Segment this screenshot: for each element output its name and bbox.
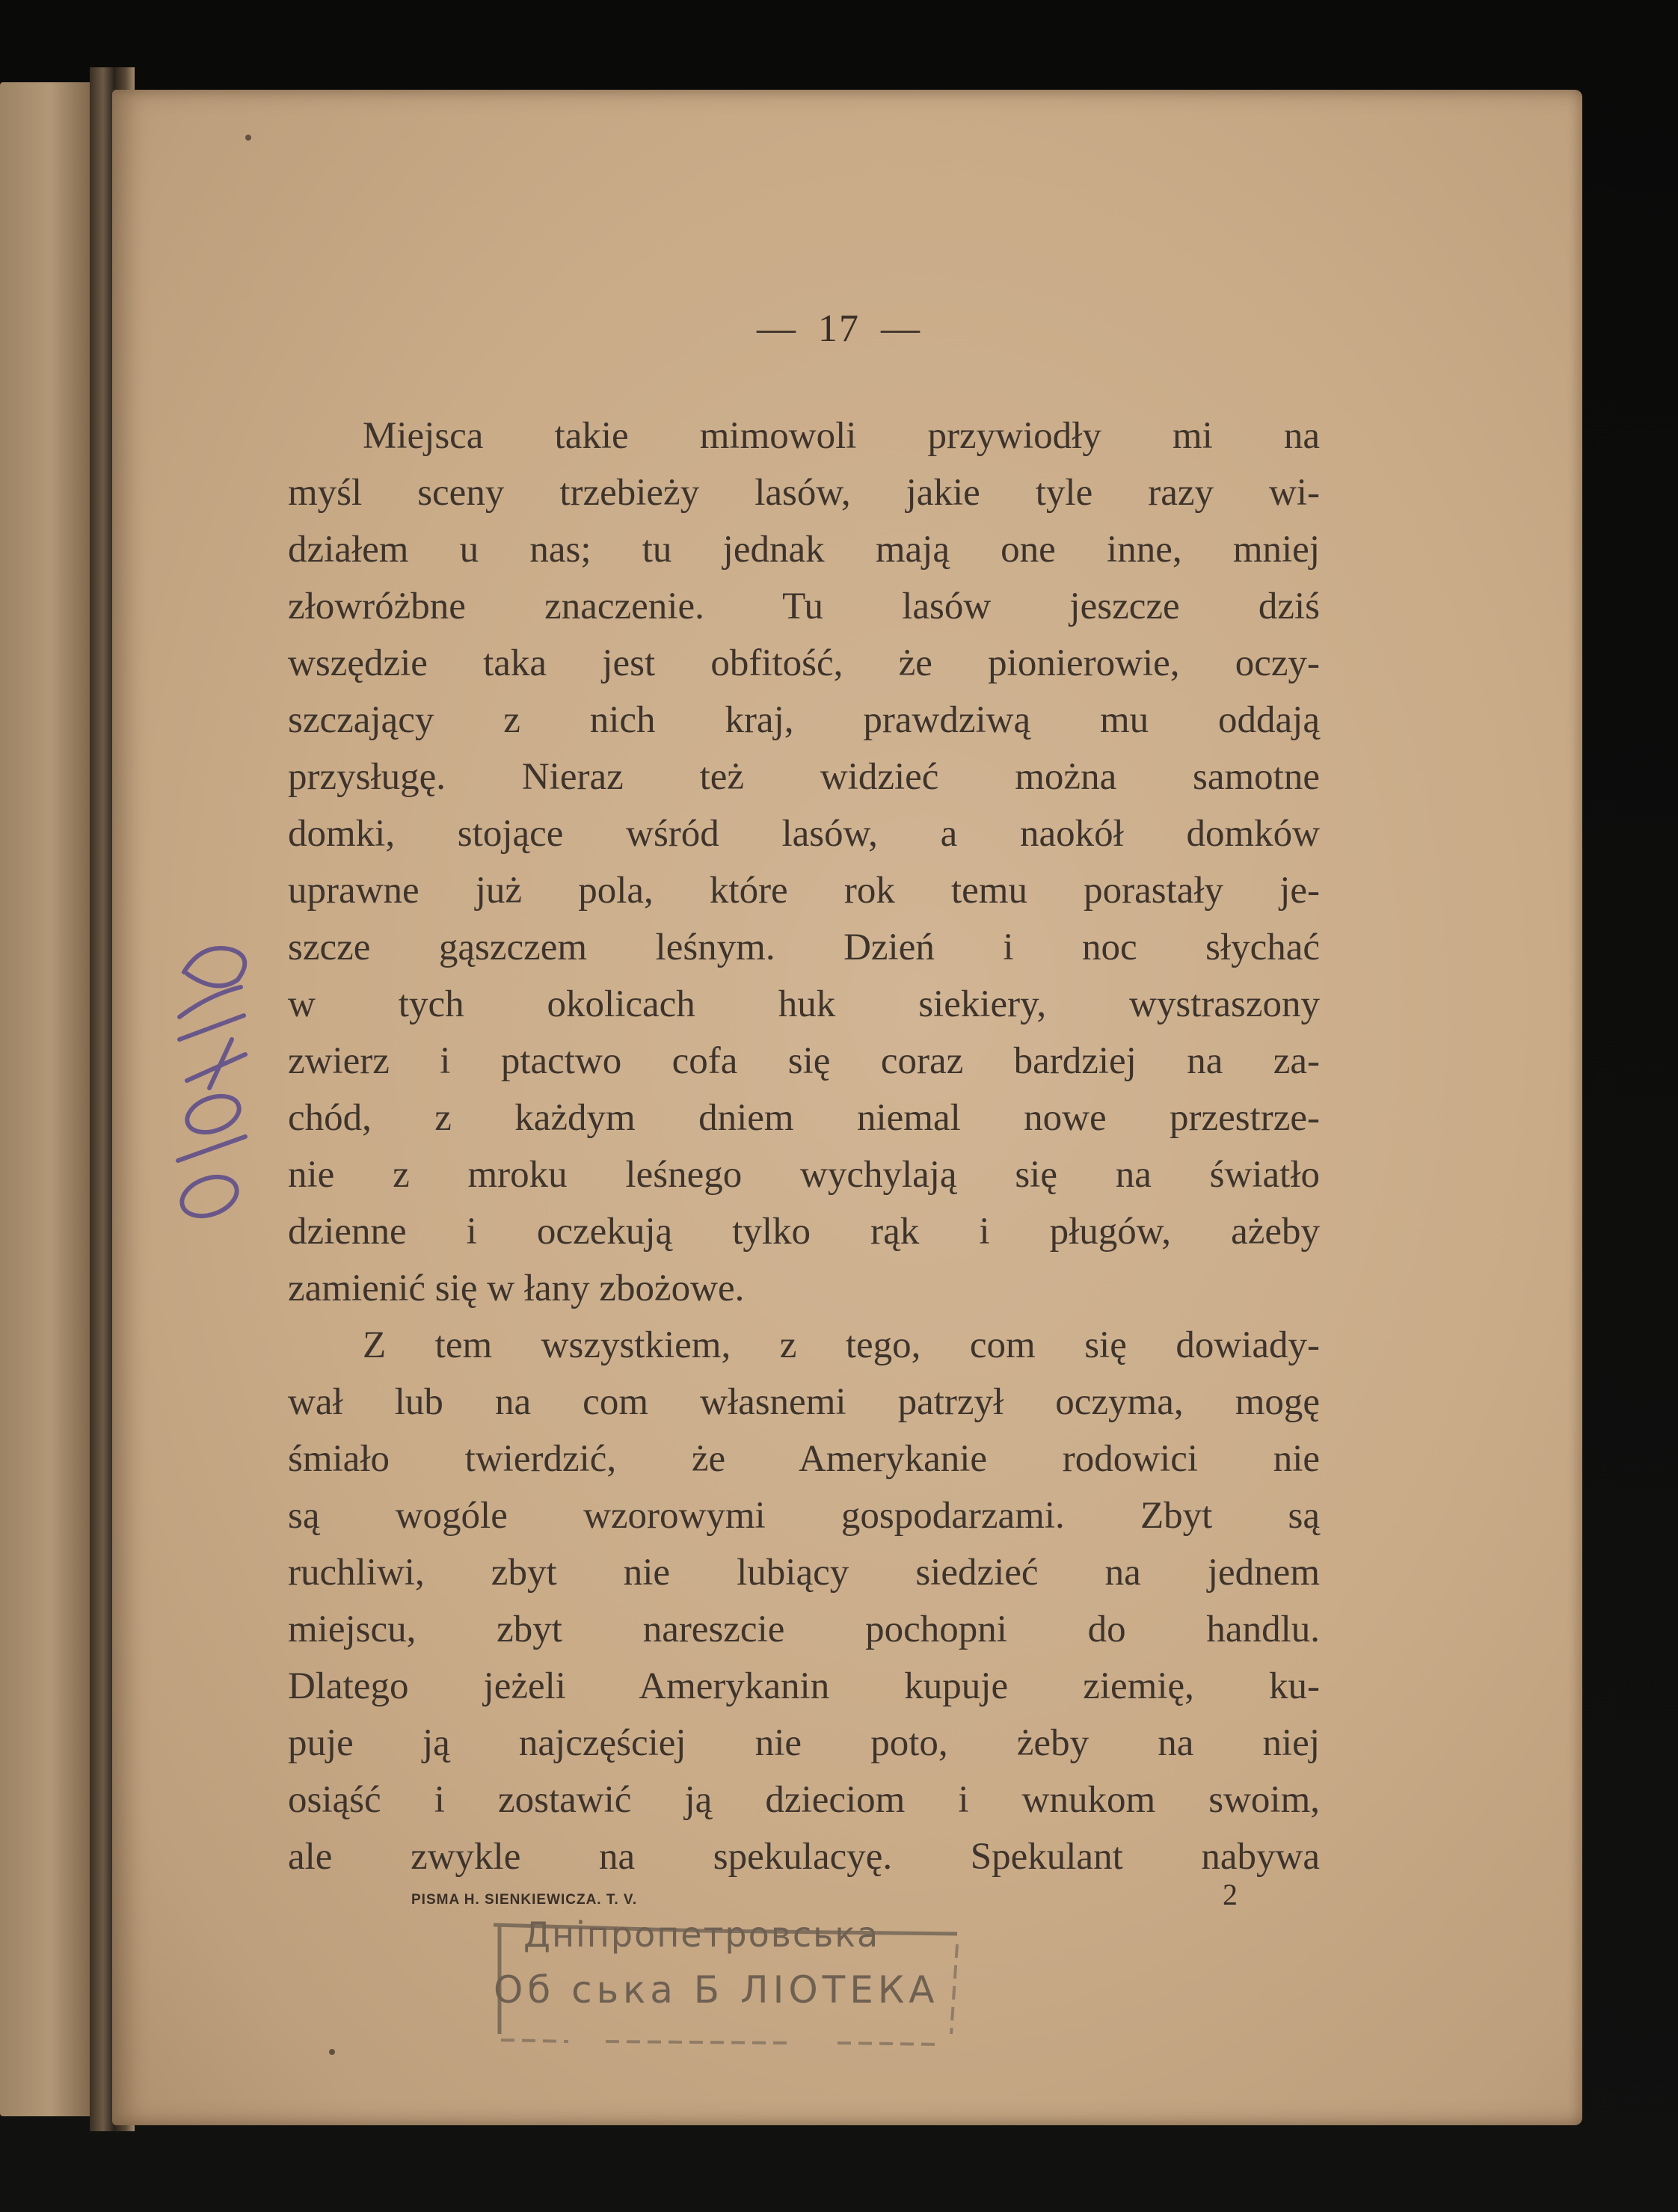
text-line: ale zwykle na spekulacyę. Spekulant nabywa [288,1836,1320,1878]
text-line: złowróżbne znaczenie. Tu lasów jeszcze dziś [288,586,1320,627]
text-line: nie z mroku leśnego wychylają się na światło [288,1154,1320,1196]
text-line: przysługę. Nieraz też widzieć można samotne [288,756,1320,798]
text-line: Miejsca takie mimowoli przywiodły mi na [363,415,1320,457]
handwritten-inventory-number-drawing [157,927,269,1226]
text-line: Z tem wszystkiem, z tego, com się dowiady- [363,1324,1320,1366]
text-line: osiąść i zostawić ją dzieciom i wnukom swoim, [288,1779,1320,1821]
stamp-text-line2: Об ська Б ЛIОТЕКА [494,1968,939,2012]
text-line: szcze gąszczem leśnym. Dzień i noc słychać [288,927,1320,968]
text-line: zwierz i ptactwo cofa się coraz bardziej na za- [288,1040,1320,1082]
text-line: ruchliwi, zbyt nie lubiący siedzieć na jednem [288,1552,1320,1594]
text-line: w tych okolicach huk siekiery, wystraszony [288,983,1320,1025]
text-line: domki, stojące wśród lasów, a naokół domków [288,813,1320,855]
text-line: myśl sceny trzebieży lasów, jakie tyle razy wi- [288,472,1320,514]
text-line: Dlatego jeżeli Amerykanin kupuje ziemię, ku- [288,1665,1320,1707]
text-line: są wogóle wzorowymi gospodarzami. Zbyt są [288,1495,1320,1537]
text-line: działem u nas; tu jednak mają one inne, mniej [288,529,1320,571]
text-line: miejscu, zbyt nareszcie pochopni do handlu. [288,1609,1320,1650]
text-line: chód, z każdym dniem niemal nowe przestrze- [288,1097,1320,1139]
dash-right: — [881,307,921,350]
stamp-text-line1: Днiпропетровська [523,1914,880,1955]
paper-speck [329,2049,335,2055]
text-line: uprawne już pola, które rok temu porastały je- [288,870,1320,912]
page-header [0,307,1678,351]
footer-signature: PISMA H. SIENKIEWICZA. T. V. [411,1892,638,1908]
sheet-number: 2 [1223,1878,1238,1911]
library-stamp [479,1914,972,2049]
text-line: śmiało twierdzić, że Amerykanie rodowici nie [288,1438,1320,1480]
text-line: zamienić się w łany zbożowe. [288,1268,745,1309]
paper-speck [245,135,251,141]
text-line: dzienne i oczekują tylko rąk i pługów, ażeby [288,1211,1320,1253]
page-number: 17 [818,307,860,350]
text-line: wszędzie taka jest obfitość, że pionierowie, oczy- [288,642,1320,684]
text-line: szczający z nich kraj, prawdziwą mu oddają [288,699,1320,741]
body-text [288,408,1320,1885]
text-line: wał lub na com własnemi patrzył oczyma, mogę [288,1381,1320,1423]
dash-left: — [757,307,797,350]
text-line: puje ją najczęściej nie poto, żeby na niej [288,1722,1320,1764]
handwritten-inventory-number [157,927,269,1226]
